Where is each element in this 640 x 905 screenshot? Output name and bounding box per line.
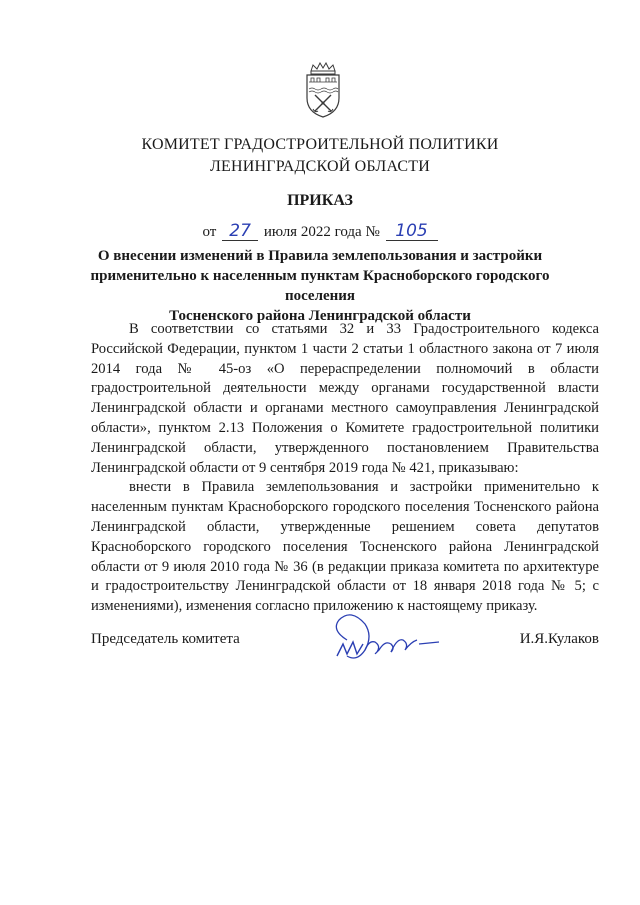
organization-line-1: КОМИТЕТ ГРАДОСТРОИТЕЛЬНОЙ ПОЛИТИКИ [141,136,499,153]
handwritten-signature-icon [325,610,445,668]
document-title: ПРИКАЗ [287,192,353,209]
handwritten-order-number: 105 [386,223,438,241]
handwritten-day: 27 [222,223,258,241]
date-month-year: июля 2022 года № [263,224,380,240]
order-date-line [0,222,640,242]
signer-name: И.Я.Кулаков [519,631,599,647]
signer-position: Председатель комитета [91,631,240,647]
coat-of-arms-emblem [303,62,343,118]
subject-line-2: применительно к населенным пунктам Красноборского городского поселения [90,268,550,304]
organization-name [0,134,640,178]
subject-line-3: Тосненского района Ленинградской области [169,308,471,324]
body-paragraph-1: В соответствии со статьями 32 и 33 Градостроительного кодекса Российской Федерации, пунктом 1 части 2 статьи 1 областного закона от 7 июля 2014 года № 45-оз «О перераспределении полномочий в области градостроительной деятельности между органами государственной власти Ленинградской области и органами местного самоуправления Ленинградской области», пунктом 2.13 Положения о Комитете градостроительной политики Ленинградской области, утвержденного постановлением Правительства Ленинградской области от 9 сентября 2019 года № 421, приказываю: [91,321,599,476]
organization-line-2: ЛЕНИНГРАДСКОЙ ОБЛАСТИ [209,158,431,175]
body-paragraph-2: внести в Правила землепользования и застройки применительно к населенным пунктам Красноборского городского поселения Тосненского района Ленинградской области, утвержденные решением совета депутатов Красноборского городского поселения Тосненского района Ленинградской области от 9 июля 2010 года № 36 (в редакции приказа комитета по архитектуре и градостроительству Ленинградской области от 18 января 2018 года № 5; с изменениями), изменения согласно приложению к настоящему приказу. [91,479,599,615]
date-prefix: от [202,224,217,240]
order-body [91,320,599,617]
subject-line-1: О внесении изменений в Правила землепользования и застройки [97,248,543,264]
order-subject [60,246,580,326]
